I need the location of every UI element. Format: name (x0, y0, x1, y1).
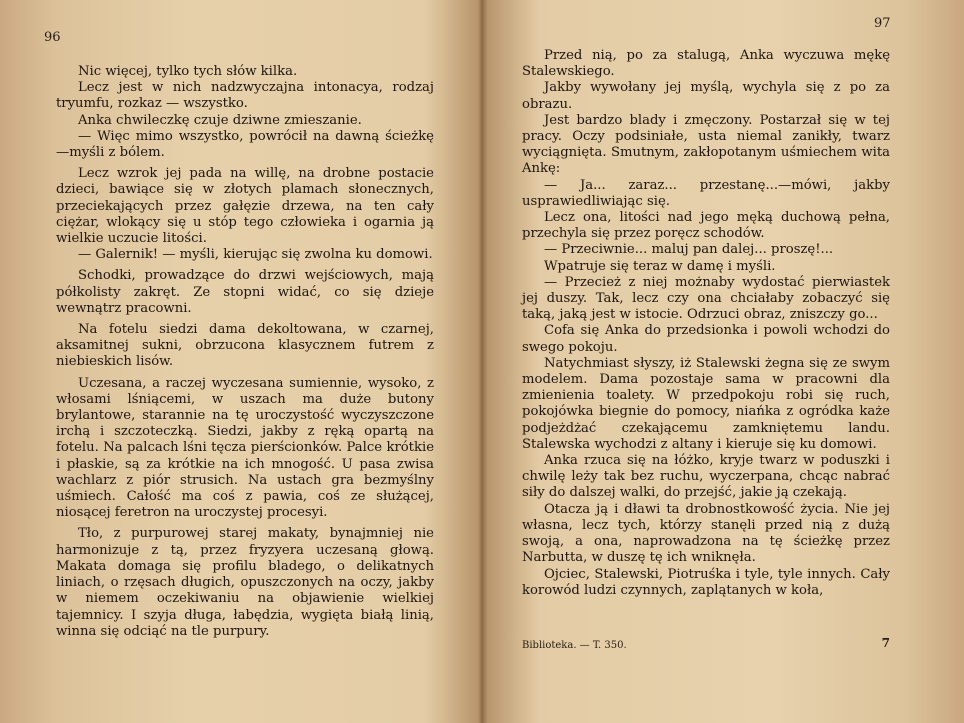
paragraph: Lecz wzrok jej pada na willę, na drobne postacie dzieci, bawiące się w złotych plamach słonecznych, przeciekających przez gałęzie drzewa, na ten cały ciężar, wlokący się u stóp tego człowieka i ogarnia ją wielkie uczucie litości. (56, 166, 434, 247)
right-page (482, 0, 964, 723)
paragraph: Ojciec, Stalewski, Piotruśka i tyle, tyle innych. Cały korowód ludzi czynnych, zaplątanych w koła, (522, 566, 890, 598)
paragraph: Lecz ona, litości nad jego męką duchową pełna, przechyla się przez poręcz schodów. (522, 210, 890, 242)
paragraph: Anka chwileczkę czuje dziwne zmieszanie. (78, 112, 362, 128)
paragraph: Nic więcej, tylko tych słów kilka. (78, 64, 298, 79)
page-number: 97 (874, 16, 891, 31)
paragraph: Otacza ją i dławi ta drobnostkowość życia. Nie jej własna, lecz tych, którzy stanęli przed nią z dużą swoją, a ona, naprowadzona na tę ścieżkę przez Narbutta, w duszę tę ich wniknęła. (522, 501, 890, 566)
paragraph: Wpatruje się teraz w damę i myśli. (544, 258, 776, 274)
paragraph: Jakby wywołany jej myślą, wychyla się z po za obrazu. (522, 80, 890, 112)
paragraph: — Więc mimo wszystko, powrócił na dawną ścieżkę—myśli z bólem. (56, 128, 434, 161)
paragraph: Przed nią, po za stalugą, Anka wyczuwa mękę Stalewskiego. (522, 48, 890, 80)
paragraph: Cofa się Anka do przedsionka i powoli wchodzi do swego pokoju. (522, 323, 890, 355)
paragraph: Jest bardzo blady i zmęczony. Postarzał się w tej pracy. Oczy podsiniałe, usta niemal zanikły, twarz wyciągnięta. Smutnym, zakłopotanym uśmiechem wita Ankę: (522, 112, 890, 177)
page-text (522, 48, 890, 599)
paragraph: Natychmiast słyszy, iż Stalewski żegna się ze swym modelem. Dama pozostaje sama w pracowni dla zmienienia toalety. W przedpokoju robi się ruch, pokojówka biegnie do pomocy, niańka z ogródka każe podjeżdżać czekającemu zamkniętemu landu. Stalewska wychodzi z altany i kieruje się ku domowi. (522, 355, 890, 452)
paragraph: Tło, z purpurowej starej makaty, bynajmniej nie harmonizuje z tą, przez fryzyera uczesaną głową. Makata domaga się profilu bladego, o delikatnych liniach, o rzęsach długich, opuszczonych na oczy, jakby w niemem oczekiwaniu na objawienie wielkiej tajemnicy. I szyja długa, łabędzia, wygięta białą linią, winna się odciąć na tle purpury. (56, 526, 434, 639)
paragraph: Uczesana, a raczej wyczesana sumiennie, wysoko, z włosami lśniącemi, w uszach ma duże butony brylantowe, starannie na tę uroczystość wyczyszczone irchą i szczoteczką. Siedzi, jakby z ręką opartą na fotelu. Na palcach lśni tęcza pierścionków. Palce krótkie i płaskie, są za krótkie na ich mnogość. U pasa zwisa wachlarz z piór strusich. Na ustach gra bezmyślny uśmiech. Całość ma coś z pawia, coś ze służącej, niosącej feretron na uroczystej procesyi. (56, 375, 434, 521)
sheet-number: 7 (881, 636, 890, 650)
paragraph: — Ja... zaraz... przestanę...—mówi, jakby usprawiedliwiając się. (522, 177, 890, 209)
paragraph: Schodki, prowadzące do drzwi wejściowych, mają półkolisty zakręt. Ze stopni widać, co się dzieje wewnątrz pracowni. (56, 268, 434, 316)
paragraph: — Przecież z niej możnaby wydostać pierwiastek jej duszy. Tak, lecz czy ona chciałaby zobaczyć się taką, jaką jest w istocie. Odrzuci obraz, zniszczy go... (522, 274, 890, 323)
paragraph: Lecz jest w nich nadzwyczajna intonacya, rodzaj tryumfu, rozkaz — wszystko. (56, 80, 434, 112)
paragraph: — Przeciwnie... maluj pan dalej... proszę!... (544, 242, 834, 258)
page-text (56, 64, 434, 640)
paragraph: Anka rzuca się na łóżko, kryje twarz w poduszki i chwilę leży tak bez ruchu, wyczerpana, chcąc nabrać siły do dalszej walki, do przejść, jakie ją czekają. (522, 453, 890, 501)
paragraph: Na fotelu siedzi dama dekoltowana, w czarnej, aksamitnej sukni, obrzucona klasycznem futrem z niebieskich lisów. (56, 322, 434, 370)
paragraph: — Galernik! — myśli, kierując się zwolna ku domowi. (78, 247, 433, 263)
page-number: 96 (44, 30, 61, 45)
printer-signature: Biblioteka. — T. 350. (522, 640, 627, 651)
